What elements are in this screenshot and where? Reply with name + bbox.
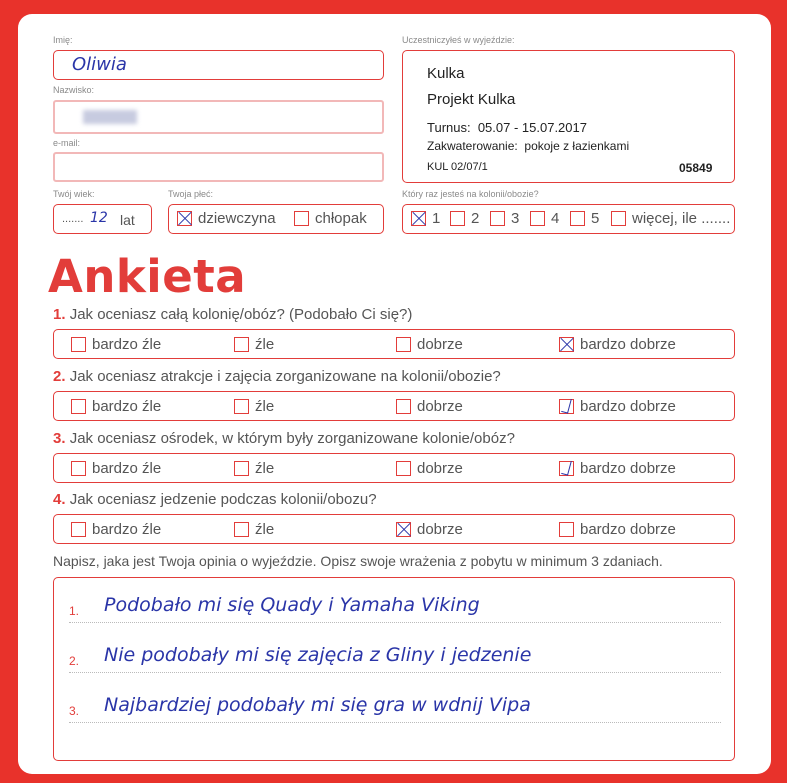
q4-option-zle[interactable]: źle	[234, 521, 274, 538]
name-field[interactable]	[53, 50, 384, 80]
gender-option-girl[interactable]: dziewczyna	[177, 210, 276, 227]
opinion-line-text: Nie podobały mi się zajęcia z Gliny i jedzenie	[104, 644, 532, 666]
opinion-line	[69, 640, 721, 673]
trip-line-1: Kulka	[427, 65, 465, 82]
name-label: Imię:	[53, 35, 73, 45]
question-1: 1. Jak oceniasz całą kolonię/obóz? (Podobało Ci się?)	[53, 306, 413, 323]
checkbox-icon[interactable]	[396, 337, 411, 352]
checkbox-icon[interactable]	[71, 399, 86, 414]
redacted-surname	[83, 110, 137, 124]
opinion-line	[69, 690, 721, 723]
times-option-more[interactable]: więcej, ile .......	[611, 210, 730, 227]
age-label: Twój wiek:	[53, 189, 95, 199]
q2-option-dobrze[interactable]: dobrze	[396, 398, 463, 415]
q2-option-bardzo-dobrze[interactable]: bardzo dobrze	[559, 398, 676, 415]
times-field	[402, 204, 735, 234]
gender-label: Twoja płeć:	[168, 189, 214, 199]
gender-field	[168, 204, 384, 234]
checkbox-icon[interactable]	[71, 461, 86, 476]
opinion-line-number: 2.	[69, 654, 80, 668]
trip-box	[402, 50, 735, 183]
checkbox-icon[interactable]	[396, 522, 411, 537]
q4-option-bardzo-zle[interactable]: bardzo źle	[71, 521, 161, 538]
opinion-box[interactable]	[53, 577, 735, 761]
answer-row-2	[53, 391, 735, 421]
q2-option-bardzo-zle[interactable]: bardzo źle	[71, 398, 161, 415]
trip-line-2: Projekt Kulka	[427, 91, 516, 108]
opinion-prompt: Napisz, jaka jest Twoja opinia o wyjeździe. Opisz swoje wrażenia z pobytu w minimum 3 zdaniach.	[53, 553, 663, 569]
accommodation-row: Zakwaterowanie: pokoje z łazienkami	[427, 139, 630, 153]
q4-option-dobrze[interactable]: dobrze	[396, 521, 463, 538]
trip-code: KUL 02/07/1	[427, 161, 488, 173]
checkbox-icon[interactable]	[234, 522, 249, 537]
times-option-1[interactable]: 1	[411, 210, 440, 227]
trip-label: Uczestniczyłeś w wyjeździe:	[402, 35, 515, 45]
q4-option-bardzo-dobrze[interactable]: bardzo dobrze	[559, 521, 676, 538]
age-value: 12	[90, 210, 108, 226]
q3-option-dobrze[interactable]: dobrze	[396, 460, 463, 477]
opinion-line	[69, 590, 721, 623]
times-option-4[interactable]: 4	[530, 210, 559, 227]
question-2: 2. Jak oceniasz atrakcje i zajęcia zorganizowane na kolonii/obozie?	[53, 368, 501, 385]
checkbox-icon[interactable]	[559, 461, 574, 476]
name-value: Oliwia	[72, 54, 127, 75]
opinion-line-number: 3.	[69, 704, 80, 718]
checkbox-icon[interactable]	[559, 399, 574, 414]
checkbox-icon[interactable]	[490, 211, 505, 226]
checkbox-icon[interactable]	[294, 211, 309, 226]
q3-option-bardzo-zle[interactable]: bardzo źle	[71, 460, 161, 477]
q3-option-bardzo-dobrze[interactable]: bardzo dobrze	[559, 460, 676, 477]
question-4: 4. Jak oceniasz jedzenie podczas kolonii/obozu?	[53, 491, 377, 508]
checkbox-icon[interactable]	[559, 337, 574, 352]
surname-label: Nazwisko:	[53, 85, 95, 95]
opinion-line-number: 1.	[69, 604, 80, 618]
age-unit: lat	[120, 212, 135, 228]
survey-title: Ankieta	[48, 250, 247, 303]
q1-option-dobrze[interactable]: dobrze	[396, 336, 463, 353]
times-option-5[interactable]: 5	[570, 210, 599, 227]
checkbox-icon[interactable]	[234, 399, 249, 414]
q1-option-zle[interactable]: źle	[234, 336, 274, 353]
q1-option-bardzo-dobrze[interactable]: bardzo dobrze	[559, 336, 676, 353]
checkbox-icon[interactable]	[530, 211, 545, 226]
checkbox-icon[interactable]	[234, 337, 249, 352]
checkbox-icon[interactable]	[396, 399, 411, 414]
survey-sheet	[18, 14, 771, 774]
times-option-3[interactable]: 3	[490, 210, 519, 227]
checkbox-icon[interactable]	[71, 337, 86, 352]
email-label: e-mail:	[53, 138, 81, 148]
times-option-2[interactable]: 2	[450, 210, 479, 227]
q2-option-zle[interactable]: źle	[234, 398, 274, 415]
opinion-line-text: Podobało mi się Quady i Yamaha Viking	[104, 594, 480, 616]
age-field[interactable]: ....... 12 lat	[53, 204, 152, 234]
email-field[interactable]	[53, 152, 384, 182]
turnus-row: Turnus: 05.07 - 15.07.2017	[427, 120, 587, 135]
checkbox-icon[interactable]	[411, 211, 426, 226]
answer-row-3	[53, 453, 735, 483]
q3-option-zle[interactable]: źle	[234, 460, 274, 477]
checkbox-icon[interactable]	[611, 211, 626, 226]
trip-number: 05849	[679, 161, 713, 175]
answer-row-4	[53, 514, 735, 544]
q1-option-bardzo-zle[interactable]: bardzo źle	[71, 336, 161, 353]
answer-row-1	[53, 329, 735, 359]
checkbox-icon[interactable]	[177, 211, 192, 226]
question-3: 3. Jak oceniasz ośrodek, w którym były zorganizowane kolonie/obóz?	[53, 430, 515, 447]
checkbox-icon[interactable]	[570, 211, 585, 226]
checkbox-icon[interactable]	[396, 461, 411, 476]
times-label: Który raz jesteś na kolonii/obozie?	[402, 189, 539, 199]
checkbox-icon[interactable]	[234, 461, 249, 476]
checkbox-icon[interactable]	[559, 522, 574, 537]
checkbox-icon[interactable]	[450, 211, 465, 226]
surname-field[interactable]	[53, 100, 384, 134]
opinion-line-text: Najbardziej podobały mi się gra w wdnij Vipa	[104, 694, 531, 716]
checkbox-icon[interactable]	[71, 522, 86, 537]
gender-option-boy[interactable]: chłopak	[294, 210, 367, 227]
